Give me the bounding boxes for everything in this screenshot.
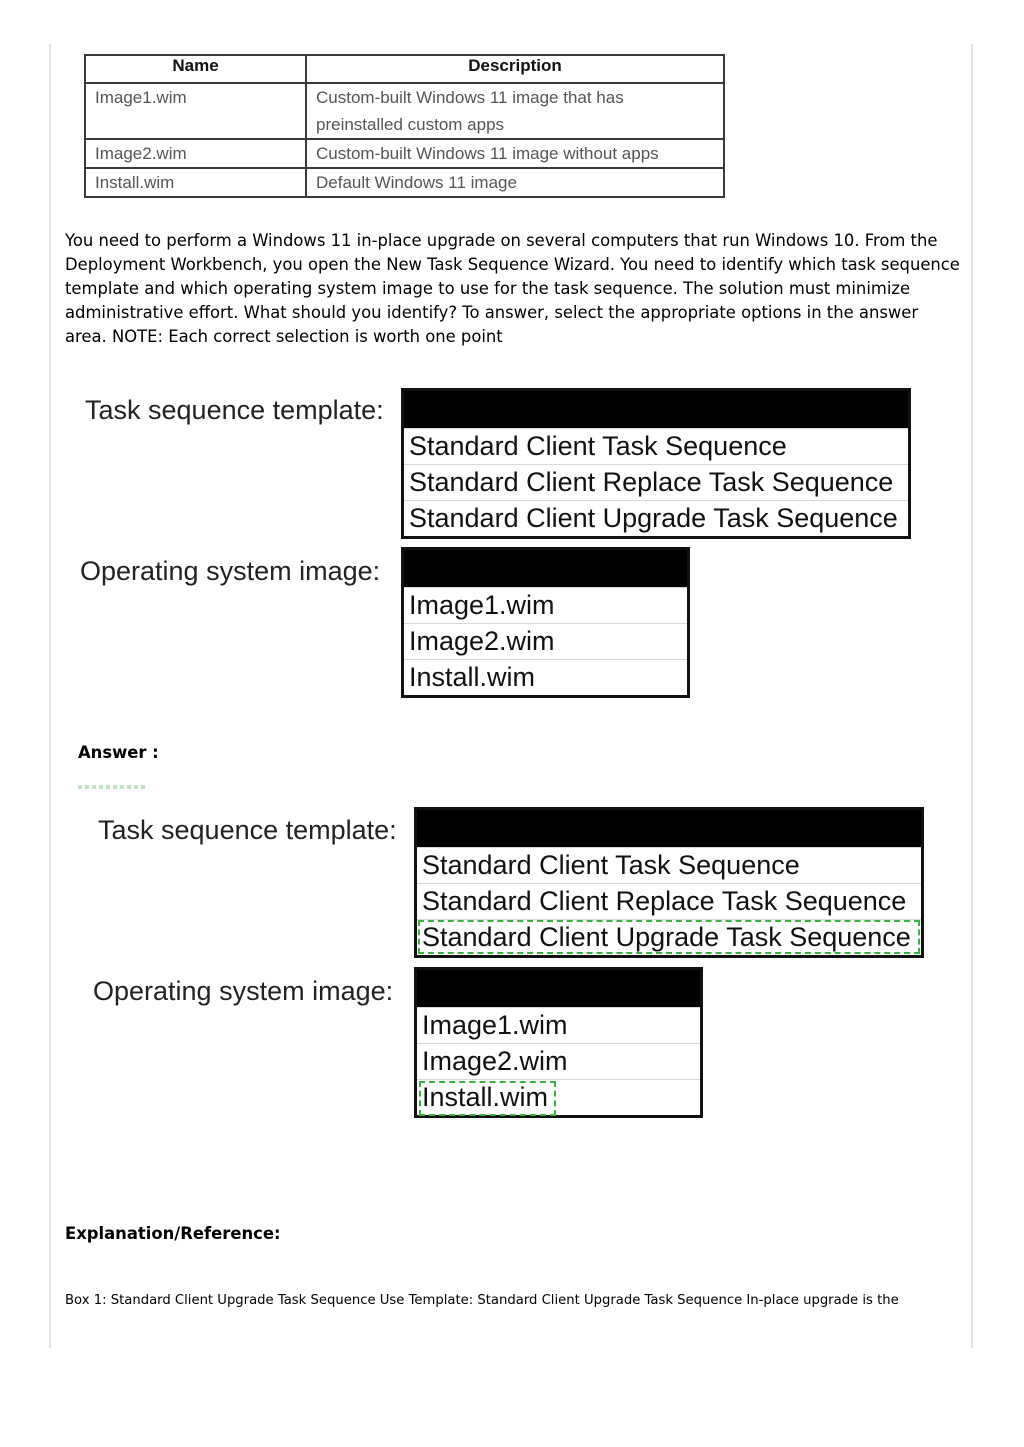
selected-image-option[interactable] [417,1079,700,1115]
template-dropdown[interactable] [401,388,911,539]
answer-label: Answer : [78,743,159,762]
right-page-rule [971,44,973,1348]
image-option[interactable]: Image1.wim [417,1007,700,1043]
dropdown-header [417,970,700,1007]
table-header-name: Name [85,55,306,83]
table-header-row [85,55,724,83]
answer-template-dropdown[interactable] [414,807,924,958]
dropdown-header [417,810,921,847]
selected-image-label: Install.wim [422,1082,549,1112]
answer-image-dropdown[interactable] [414,967,703,1118]
template-option[interactable]: Standard Client Task Sequence [417,847,921,883]
template-option[interactable]: Standard Client Upgrade Task Sequence [404,500,908,536]
image-option[interactable]: Install.wim [404,659,687,695]
template-option[interactable]: Standard Client Replace Task Sequence [404,464,908,500]
table-cell-description: Default Windows 11 image [306,168,724,197]
answer-template-label: Task sequence template: [98,815,397,845]
image-dropdown[interactable] [401,547,690,698]
image-label: Operating system image: [80,556,381,586]
table-cell-name: Image1.wim [85,83,306,139]
answer-image-label: Operating system image: [93,976,394,1006]
image-table [84,54,725,198]
template-option[interactable]: Standard Client Replace Task Sequence [417,883,921,919]
table-row [85,168,724,197]
template-label: Task sequence template: [85,395,384,425]
question-text: You need to perform a Windows 11 in-place upgrade on several computers that run Windows 10. From the Deployment Workbench, you open the New Task Sequence Wizard. You need to identify which task sequence template and which operating system image to use for the task sequence. The solution must minimize administrative effort. What should you identify? To answer, select the appropriate options in the answer area. NOTE: Each correct selection is worth one point [65,231,960,346]
table-row [85,83,724,139]
table-cell-name: Image2.wim [85,139,306,168]
table-cell-name: Install.wim [85,168,306,197]
left-page-rule [49,44,51,1348]
table-row [85,139,724,168]
selected-template-option[interactable]: Standard Client Upgrade Task Sequence [417,919,921,955]
table-cell-description: Custom-built Windows 11 image that has preinstalled custom apps [306,83,724,139]
explanation-text: Box 1: Standard Client Upgrade Task Sequence Use Template: Standard Client Upgrade Task Sequence In-place upgrade is the [65,1293,899,1308]
template-option[interactable]: Standard Client Task Sequence [404,428,908,464]
image-option[interactable]: Image2.wim [404,623,687,659]
dropdown-header [404,391,908,428]
selection-dashed-box [419,1081,556,1116]
faint-dashed-mark [78,785,148,789]
image-option[interactable]: Image1.wim [404,587,687,623]
table-header-description: Description [306,55,724,83]
table-cell-description: Custom-built Windows 11 image without apps [306,139,724,168]
image-option[interactable]: Image2.wim [417,1043,700,1079]
dropdown-header [404,550,687,587]
explanation-heading: Explanation/Reference: [65,1224,281,1243]
